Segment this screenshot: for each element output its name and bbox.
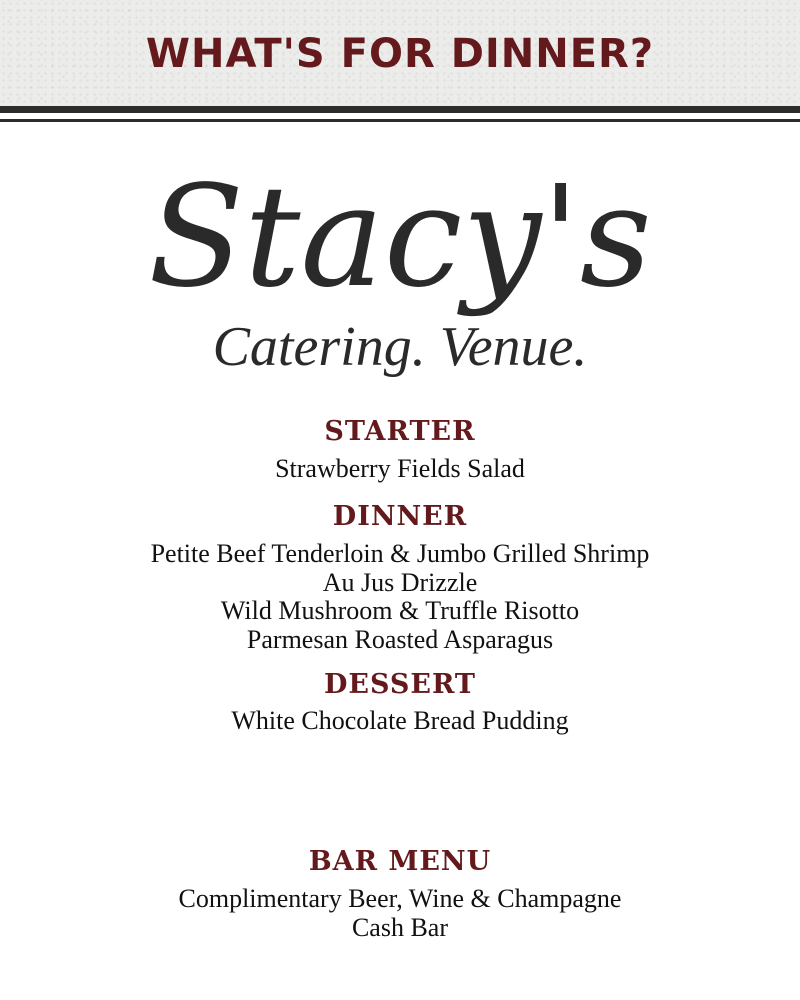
starter-section [0,418,800,484]
header-divider-thin [0,119,800,122]
starter-item: Strawberry Fields Salad [275,454,525,483]
dinner-item: Parmesan Roasted Asparagus [246,624,554,654]
dinner-section [0,503,800,654]
dinner-item: Au Jus Drizzle [322,567,478,597]
dinner-item: Wild Mushroom & Truffle Risotto [220,596,580,625]
stacys-logo [110,160,690,390]
starter-heading: STARTER [324,416,476,447]
dinner-item: Petite Beef Tenderloin & Jumbo Grilled Shrimp [150,539,650,568]
bar-menu-heading: BAR MENU [308,846,492,877]
bar-menu-section [0,848,800,942]
logo-name: Stacy's [148,160,652,319]
dinner-heading: DINNER [332,501,468,532]
header-divider-thick [0,106,800,113]
dessert-heading: DESSERT [323,669,477,700]
bar-menu-item: Cash Bar [351,912,449,942]
dessert-section [0,671,800,736]
bar-menu-item: Complimentary Beer, Wine & Champagne [178,884,622,913]
page-title: WHAT'S FOR DINNER? [145,31,655,77]
dessert-item: White Chocolate Bread Pudding [231,706,569,735]
logo-tagline: Catering. Venue. [212,316,588,378]
